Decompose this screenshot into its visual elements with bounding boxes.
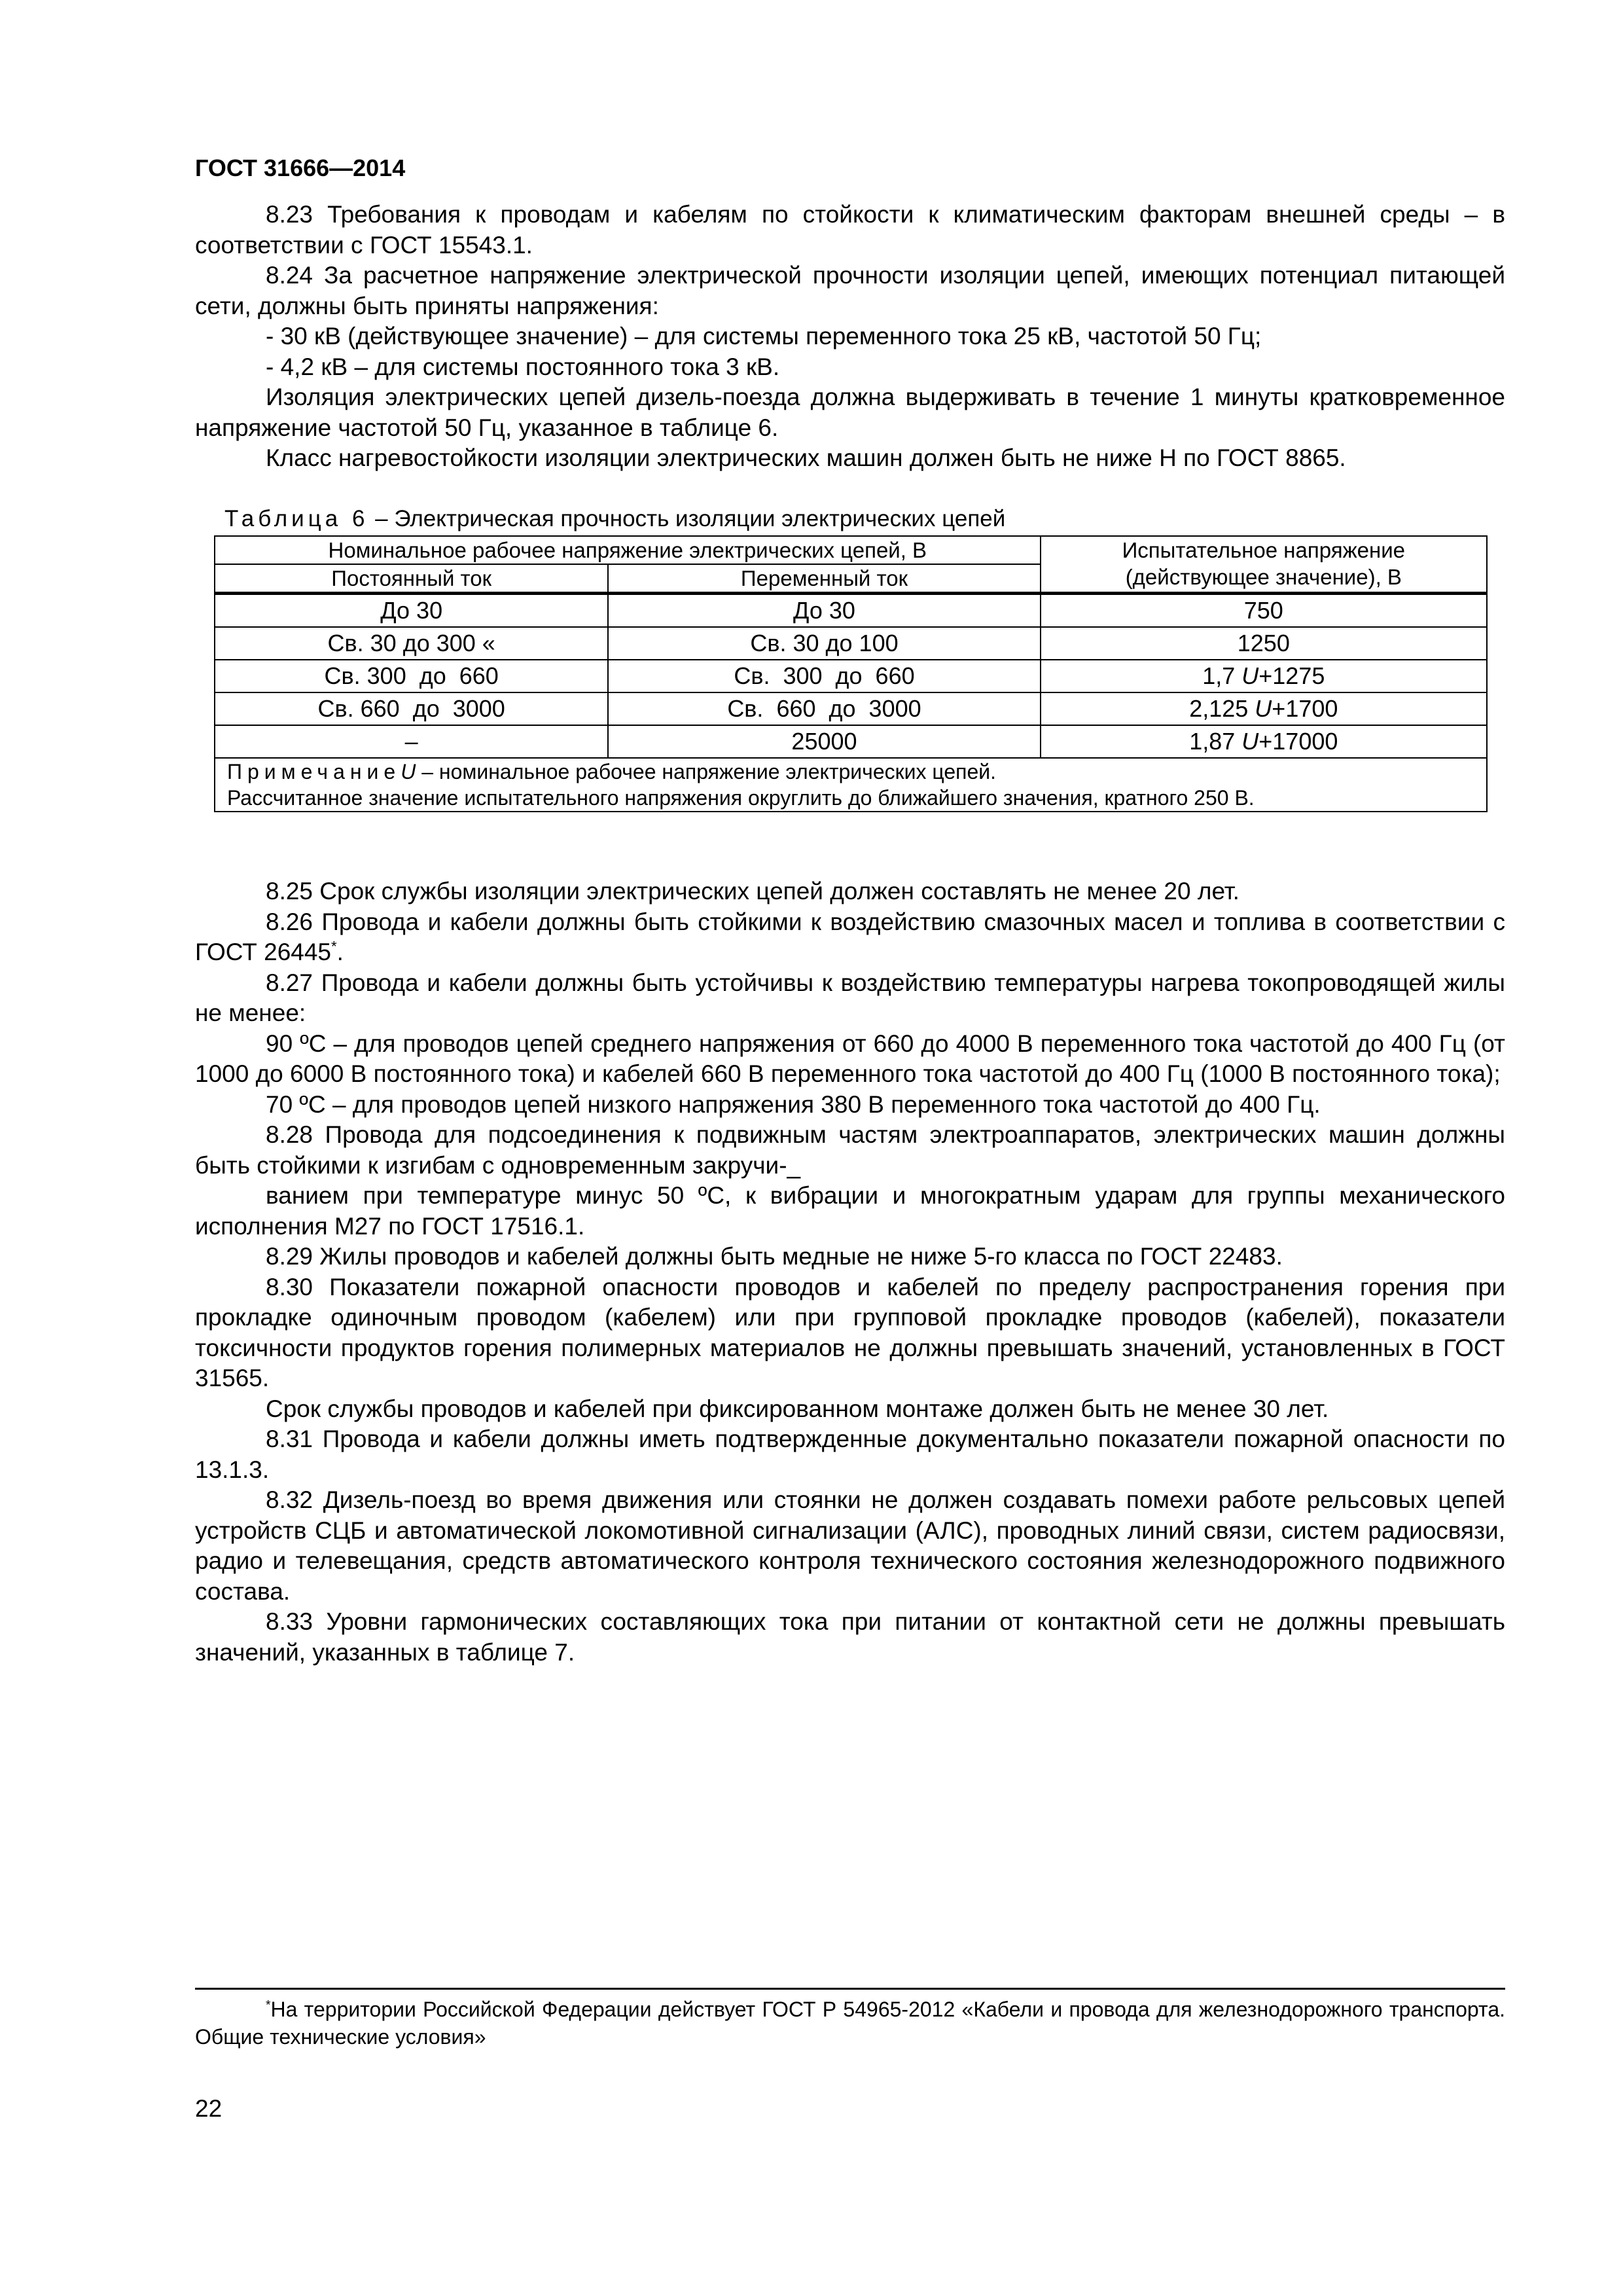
cell-dc: – bbox=[215, 725, 608, 758]
note-line-1: – номинальное рабочее напряжение электрических цепей. bbox=[416, 760, 997, 783]
footnote bbox=[195, 1996, 1505, 2051]
cell-ac: Св. 30 до 100 bbox=[608, 627, 1040, 660]
cell-test: 750 bbox=[1041, 594, 1487, 628]
table-6-label: Таблица 6 bbox=[224, 506, 369, 531]
note-variable: U bbox=[401, 760, 416, 783]
footnote-marker[interactable]: * bbox=[331, 938, 337, 955]
table-row bbox=[215, 627, 1487, 660]
page-number: 22 bbox=[195, 2095, 223, 2122]
paragraph-8-27: 8.27 Провода и кабели должны быть устойчивы к воздействию температуры нагрева токопроводящей жилы не менее: bbox=[195, 969, 1505, 1026]
paragraph-8-28: 8.28 Провода для подсоединения к подвижным частям электроаппаратов, электрических машин должны быть стойкими к изгибам с одновременным закручи-_ bbox=[195, 1121, 1505, 1179]
footnote-text: На территории Российской Федерации действует ГОСТ Р 54965-2012 «Кабели и провода для железнодорожного транспорта. Общие технические условия» bbox=[195, 1998, 1505, 2049]
paragraph-8-27-90: 90 ºС – для проводов цепей среднего напряжения от 660 до 4000 В переменного тока частотой до 400 Гц (от 1000 до 6000 В постоянного тока) и кабелей 660 В переменного тока частотой до 400 Гц (1000 В постоянного тока); bbox=[195, 1030, 1505, 1087]
paragraph-8-29: 8.29 Жилы проводов и кабелей должны быть медные не ниже 5-го класса по ГОСТ 22483. bbox=[266, 1243, 1283, 1270]
paragraph-8-30-service: Срок службы проводов и кабелей при фиксированном монтаже должен быть не менее 30 лет. bbox=[266, 1395, 1329, 1422]
table-6-caption bbox=[224, 506, 1005, 532]
paragraph-insulation: Изоляция электрических цепей дизель-поезда должна выдерживать в течение 1 минуты кратковременное напряжение частотой 50 Гц, указанное в таблице 6. bbox=[195, 384, 1505, 441]
paragraph-8-33: 8.33 Уровни гармонических составляющих тока при питании от контактной сети не должны превышать значений, указанных в таблице 7. bbox=[195, 1608, 1505, 1666]
paragraph-heat-class: Класс нагревостойкости изоляции электрических машин должен быть не ниже Н по ГОСТ 8865. bbox=[266, 444, 1346, 471]
paragraph-8-25: 8.25 Срок службы изоляции электрических цепей должен составлять не менее 20 лет. bbox=[266, 878, 1240, 905]
cell-ac: Св. 660 до 3000 bbox=[608, 692, 1040, 725]
table-6-title: – Электрическая прочность изоляции электрических цепей bbox=[375, 506, 1006, 531]
paragraph-8-32: 8.32 Дизель-поезд во время движения или стоянки не должен создавать помехи работе рельсовых цепей устройств СЦБ и автоматической локомотивной сигнализации (АЛС), проводных линий связи, систем радиосвязи, радио и телевещания, средств автоматического контроля технического состояния железнодорожного подвижного состава. bbox=[195, 1486, 1505, 1605]
paragraph-8-26: 8.26 Провода и кабели должны быть стойкими к воздействию смазочных масел и топлива в соответствии с ГОСТ 26445*. bbox=[195, 908, 1505, 965]
header-test-voltage: Испытательное напряжение (действующее значение), В bbox=[1041, 536, 1487, 594]
table-row bbox=[215, 725, 1487, 758]
list-item-30kv: - 30 кВ (действующее значение) – для системы переменного тока 25 кВ, частотой 50 Гц; bbox=[266, 323, 1262, 350]
cell-test: 2,125 U+1700 bbox=[1041, 692, 1487, 725]
table-row bbox=[215, 660, 1487, 692]
cell-ac: До 30 bbox=[608, 594, 1040, 628]
paragraph-8-23: 8.23 Требования к проводам и кабелям по стойкости к климатическим факторам внешней среды – в соответствии с ГОСТ 15543.1. bbox=[195, 201, 1505, 259]
list-item-4kv: - 4,2 кВ – для системы постоянного тока 3 кВ. bbox=[266, 353, 780, 380]
note-line-2: Рассчитанное значение испытательного напряжения округлить до ближайшего значения, кратного 250 В. bbox=[227, 786, 1255, 810]
cell-dc: Св. 300 до 660 bbox=[215, 660, 608, 692]
paragraph-8-28-cont: ванием при температуре минус 50 ºС, к вибрации и многократным ударам для группы механического исполнения М27 по ГОСТ 17516.1. bbox=[195, 1182, 1505, 1240]
cell-dc: До 30 bbox=[215, 594, 608, 628]
table-note bbox=[215, 758, 1487, 812]
cell-ac: Св. 300 до 660 bbox=[608, 660, 1040, 692]
header-alternating-current: Переменный ток bbox=[608, 564, 1040, 594]
paragraph-8-27-70: 70 ºС – для проводов цепей низкого напряжения 380 В переменного тока частотой до 400 Гц. bbox=[266, 1090, 1321, 1118]
table-6 bbox=[214, 535, 1488, 812]
cell-dc: Св. 30 до 300 « bbox=[215, 627, 608, 660]
paragraph-8-30: 8.30 Показатели пожарной опасности проводов и кабелей по пределу распространения горения при прокладке одиночным проводом (кабелем) или при групповой прокладке проводов (кабелей), показатели токсичности продуктов горения полимерных материалов не должны превышать значений, установленных в ГОСТ 31565. bbox=[195, 1273, 1505, 1391]
cell-test: 1250 bbox=[1041, 627, 1487, 660]
paragraph-8-31: 8.31 Провода и кабели должны иметь подтвержденные документально показатели пожарной опасности по 13.1.3. bbox=[195, 1426, 1505, 1483]
footnote-mark: * bbox=[266, 1998, 271, 2013]
footnote-divider bbox=[195, 1988, 1505, 1990]
cell-test: 1,87 U+17000 bbox=[1041, 725, 1487, 758]
header-direct-current: Постоянный ток bbox=[215, 564, 608, 594]
cell-test: 1,7 U+1275 bbox=[1041, 660, 1487, 692]
table-row bbox=[215, 692, 1487, 725]
paragraph-8-24: 8.24 За расчетное напряжение электрической прочности изоляции цепей, имеющих потенциал питающей сети, должны быть приняты напряжения: bbox=[195, 262, 1505, 319]
main-text-block bbox=[195, 876, 1505, 1668]
cell-dc: Св. 660 до 3000 bbox=[215, 692, 608, 725]
cell-ac: 25000 bbox=[608, 725, 1040, 758]
top-text-block bbox=[195, 200, 1505, 474]
note-label: Примечание bbox=[227, 760, 401, 783]
document-header: ГОСТ 31666—2014 bbox=[195, 154, 406, 181]
table-row bbox=[215, 594, 1487, 628]
header-nominal-voltage: Номинальное рабочее напряжение электрических цепей, В bbox=[215, 536, 1041, 564]
